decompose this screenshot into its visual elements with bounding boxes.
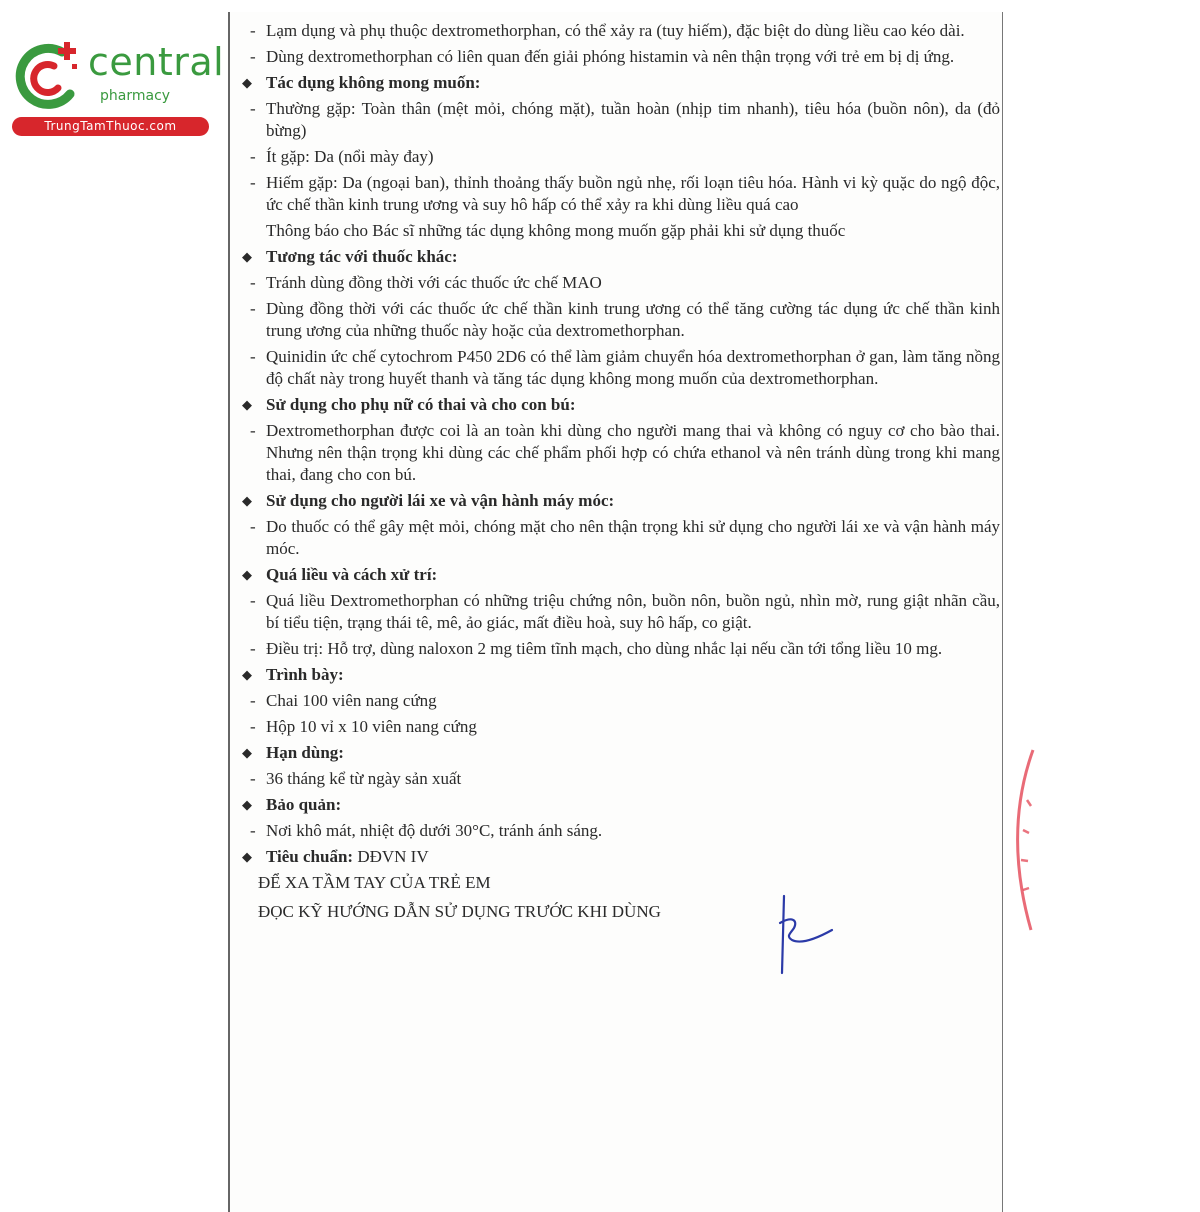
side-effects-section <box>238 72 1000 242</box>
diamond-bullet-icon: ◆ <box>242 75 252 90</box>
driving-section <box>238 490 1000 560</box>
section-heading: ◆ Sử dụng cho người lái xe và vận hành máy móc: <box>242 491 615 510</box>
list-item: - Hộp 10 vỉ x 10 viên nang cứng <box>250 717 477 736</box>
overdose-section <box>238 564 1000 660</box>
list-item: - Tránh dùng đồng thời với các thuốc ức chế MAO <box>250 273 602 292</box>
list-item: - Điều trị: Hỗ trợ, dùng naloxon 2 mg tiêm tĩnh mạch, cho dùng nhắc lại nếu cần tới tổng liều 10 mg. <box>250 639 943 658</box>
logo-site-banner: TrungTamThuoc.com <box>12 117 209 136</box>
list-item: - Do thuốc có thể gây mệt mỏi, chóng mặt cho nên thận trọng khi sử dụng cho người lái xe và vận hành máy móc. <box>250 517 1000 558</box>
list-item: - Hiếm gặp: Da (ngoại ban), thỉnh thoảng thấy buồn ngủ nhẹ, rối loạn tiêu hóa. Hành vi kỳ quặc do ngộ độc, ức chế thần kinh trung ương và suy hô hấp có thể xảy ra khi dùng liều quá cao <box>250 173 1000 214</box>
document-sheet <box>228 12 1003 1212</box>
diamond-bullet-icon: ◆ <box>242 797 252 812</box>
diamond-bullet-icon: ◆ <box>242 397 252 412</box>
diamond-bullet-icon: ◆ <box>242 849 252 864</box>
section-heading: ◆ Tương tác với thuốc khác: <box>242 247 458 266</box>
document-content <box>238 20 1000 930</box>
intro-section <box>238 20 1000 68</box>
section-heading: ◆ Tiêu chuẩn: DĐVN IV <box>242 847 429 866</box>
pharmacy-c-cross-icon <box>10 38 90 118</box>
diamond-bullet-icon: ◆ <box>242 493 252 508</box>
diamond-bullet-icon: ◆ <box>242 567 252 582</box>
list-item: - Quinidin ức chế cytochrom P450 2D6 có thể làm giảm chuyển hóa dextromethorphan ở gan, làm tăng nồng độ chất này trong huyết thanh và tăng tác dụng không mong muốn của dextromethorphan. <box>250 347 1000 388</box>
warning-read-instructions: ĐỌC KỸ HƯỚNG DẪN SỬ DỤNG TRƯỚC KHI DÙNG <box>258 902 661 921</box>
storage-section <box>238 794 1000 842</box>
list-item: - Dùng dextromethorphan có liên quan đến giải phóng histamin và nên thận trọng với trẻ em bị dị ứng. <box>250 47 955 66</box>
diamond-bullet-icon: ◆ <box>242 667 252 682</box>
section-heading: ◆ Trình bày: <box>242 665 344 684</box>
logo-subtitle: pharmacy <box>100 88 171 104</box>
section-heading: ◆ Hạn dùng: <box>242 743 344 762</box>
list-item: - Dùng đồng thời với các thuốc ức chế thần kinh trung ương có thể tăng cường tác dụng ức chế thần kinh trung ương của những thuốc này hoặc của dextromethorphan. <box>250 299 1000 340</box>
section-heading: ◆ Quá liều và cách xử trí: <box>242 565 438 584</box>
section-heading: ◆ Sử dụng cho phụ nữ có thai và cho con bú: <box>242 395 576 414</box>
standard-value: DĐVN IV <box>357 847 429 866</box>
item-text: Dùng dextromethorphan có liên quan đến giải phóng histamin và nên thận trọng với trẻ em bị dị ứng. <box>266 47 955 66</box>
diamond-bullet-icon: ◆ <box>242 745 252 760</box>
section-heading: ◆ Bảo quản: <box>242 795 342 814</box>
item-text: Lạm dụng và phụ thuộc dextromethorphan, có thể xảy ra (tuy hiếm), đặc biệt do dùng liều cao kéo dài. <box>266 21 965 40</box>
list-item: - Quá liều Dextromethorphan có những triệu chứng nôn, buồn nôn, buồn ngủ, nhìn mờ, rung giật nhãn cầu, bí tiểu tiện, trạng thái tê, mê, ảo giác, mất điều hoà, suy hô hấp, co giật. <box>250 591 1000 632</box>
presentation-section <box>238 664 1000 738</box>
logo-name: central <box>88 40 225 84</box>
list-item: - Nơi khô mát, nhiệt độ dưới 30°C, tránh ánh sáng. <box>250 821 603 840</box>
section-heading: ◆ Tác dụng không mong muốn: <box>242 73 481 92</box>
stamp-icon <box>1005 740 1035 940</box>
list-item: - Thường gặp: Toàn thân (mệt mỏi, chóng mặt), tuần hoàn (nhịp tim nhanh), tiêu hóa (buồn nôn), da (đỏ bừng) <box>250 99 1000 140</box>
list-item: - Lạm dụng và phụ thuộc dextromethorphan, có thể xảy ra (tuy hiếm), đặc biệt do dùng liều cao kéo dài. <box>250 21 965 40</box>
pregnancy-section <box>238 394 1000 486</box>
standard-section <box>238 846 1000 923</box>
central-pharmacy-logo[interactable] <box>10 38 225 138</box>
list-item: - Dextromethorphan được coi là an toàn khi dùng cho người mang thai và không có nguy cơ cho bào thai. Nhưng nên thận trọng khi dùng các chế phẩm phối hợp có chứa ethanol và nên tránh dùng trong khi mang thai, đang cho con bú. <box>250 421 1000 484</box>
list-item: - 36 tháng kể từ ngày sản xuất <box>250 769 462 788</box>
interactions-section <box>238 246 1000 390</box>
diamond-bullet-icon: ◆ <box>242 249 252 264</box>
warning-children: ĐỂ XA TẦM TAY CỦA TRẺ EM <box>258 873 491 892</box>
list-item: - Ít gặp: Da (nổi mày đay) <box>250 147 434 166</box>
side-effects-note: Thông báo cho Bác sĩ những tác dụng không mong muốn gặp phải khi sử dụng thuốc <box>266 221 846 240</box>
signature-icon <box>770 888 850 978</box>
list-item: - Chai 100 viên nang cứng <box>250 691 437 710</box>
shelf-life-section <box>238 742 1000 790</box>
